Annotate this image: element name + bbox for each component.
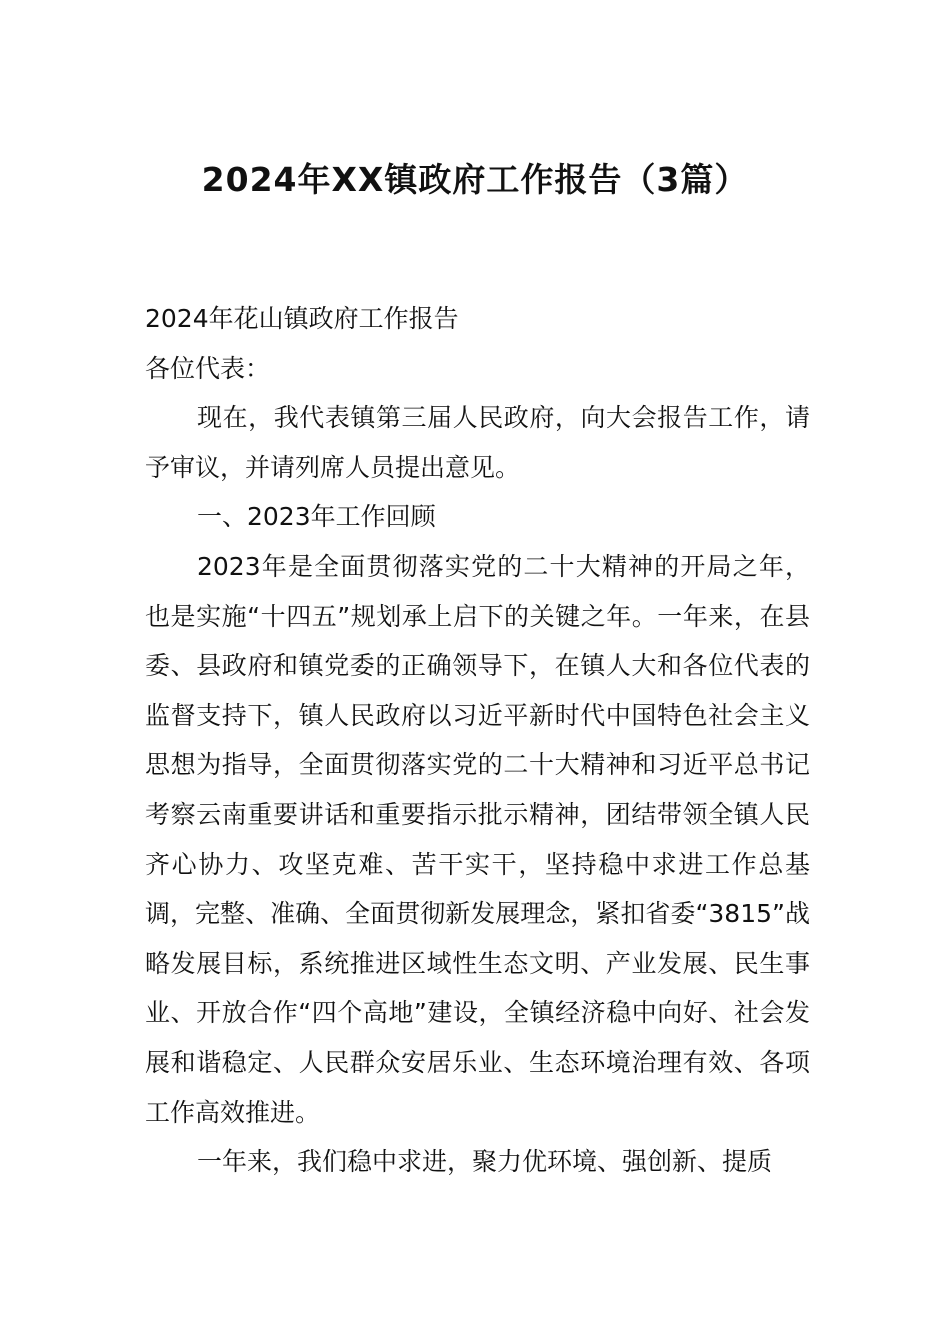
paragraph-summary: 一年来，我们稳中求进，聚力优环境、强创新、提质 (197, 1147, 773, 1177)
report-subtitle: 2024年花山镇政府工作报告 (145, 304, 459, 333)
document-title: 2024年XX镇政府工作报告（3篇） (201, 160, 749, 199)
paragraph-review: 2023年是全面贯彻落实党的二十大精神的开局之年，也是实施“十四五”规划承上启下的关键之年。一年来，在县委、县政府和镇党委的正确领导下，在镇人大和各位代表的监督支持下，镇人民政府以习近平新时代中国特色社会主义思想为指导，全面贯彻落实党的二十大精神和习近平总书记考察云南重要讲话和重要指示批示精神，团结带领全镇人民齐心协力、攻坚克难、苦干实干，坚持稳中求进工作总基调，完整、准确、全面贯彻新发展理念，紧扣省委“3815”战略发展目标，系统推进区域性生态文明、产业发展、民生事业、开放合作“四个高地”建设，全镇经济稳中向好、社会发展和谐稳定、人民群众安居乐业、生态环境治理有效、各项工作高效推进。 (145, 551, 810, 1127)
paragraph-intro: 现在，我代表镇第三届人民政府，向大会报告工作，请予审议，并请列席人员提出意见。 (145, 403, 810, 482)
section-heading: 一、2023年工作回顾 (197, 502, 436, 532)
salutation: 各位代表： (145, 353, 271, 383)
document-body (145, 294, 810, 1187)
